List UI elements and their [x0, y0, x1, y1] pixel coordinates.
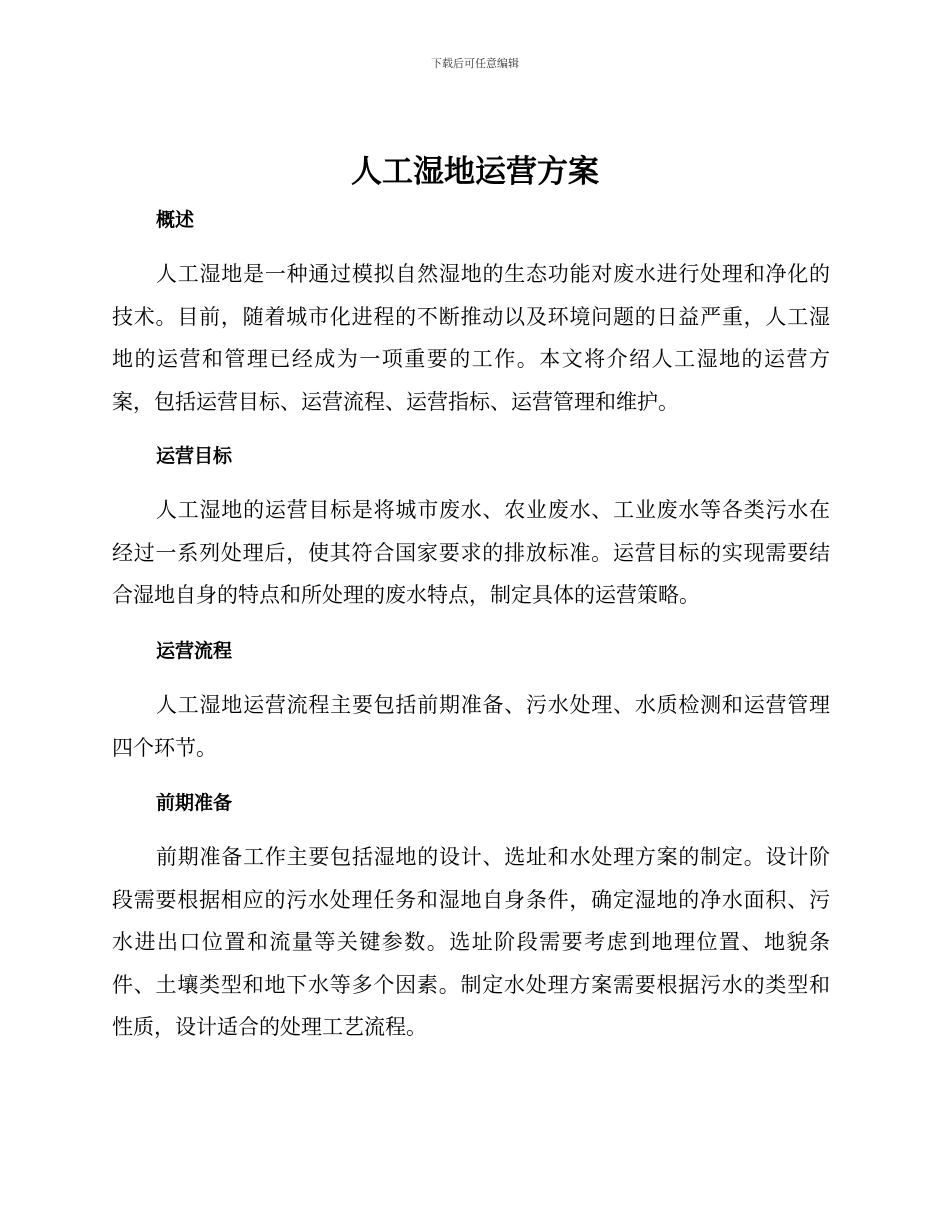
paragraph-line: 人工湿地运营流程主要包括前期准备、污水处理、水质检测和运营管理 [156, 693, 830, 717]
paragraph-line: 件、土壤类型和地下水等多个因素。制定水处理方案需要根据污水的类型和 [112, 972, 830, 997]
paragraph-line: 段需要根据相应的污水处理任务和湿地自身条件，确定湿地的净水面积、污 [112, 887, 830, 912]
paragraph-line: 人工湿地的运营目标是将城市废水、农业废水、工业废水等各类污水在 [156, 498, 830, 522]
paragraph-line: 地的运营和管理已经成为一项重要的工作。本文将介绍人工湿地的运营方 [112, 347, 830, 371]
paragraph-goals [112, 489, 830, 617]
section-heading-overview: 概述 [156, 209, 195, 231]
header-note: 下载后可任意编辑 [431, 57, 519, 70]
paragraph-process [112, 684, 830, 769]
paragraph-line: 人工湿地是一种通过模拟自然湿地的生态功能对废水进行处理和净化的 [156, 262, 830, 286]
section-heading-goals: 运营目标 [156, 445, 233, 467]
paragraph-line: 四个环节。 [112, 735, 217, 760]
paragraph-line: 水进出口位置和流量等关键参数。选址阶段需要考虑到地理位置、地貌条 [112, 930, 830, 954]
paragraph-line: 案，包括运营目标、运营流程、运营指标、运营管理和维护。 [112, 389, 679, 414]
paragraph-overview [112, 253, 830, 423]
document-title: 人工湿地运营方案 [351, 154, 599, 190]
section-heading-process: 运营流程 [156, 640, 233, 662]
paragraph-line: 性质，设计适合的处理工艺流程。 [112, 1015, 427, 1039]
paragraph-line: 技术。目前，随着城市化进程的不断推动以及环境问题的日益严重，人工湿 [112, 304, 830, 329]
paragraph-line: 经过一系列处理后，使其符合国家要求的排放标准。运营目标的实现需要结 [112, 540, 830, 565]
section-heading-preparation: 前期准备 [156, 792, 233, 814]
paragraph-line: 前期准备工作主要包括湿地的设计、选址和水处理方案的制定。设计阶 [156, 845, 830, 869]
paragraph-line: 合湿地自身的特点和所处理的废水特点，制定具体的运营策略。 [112, 583, 700, 607]
paragraph-preparation [112, 836, 830, 1049]
